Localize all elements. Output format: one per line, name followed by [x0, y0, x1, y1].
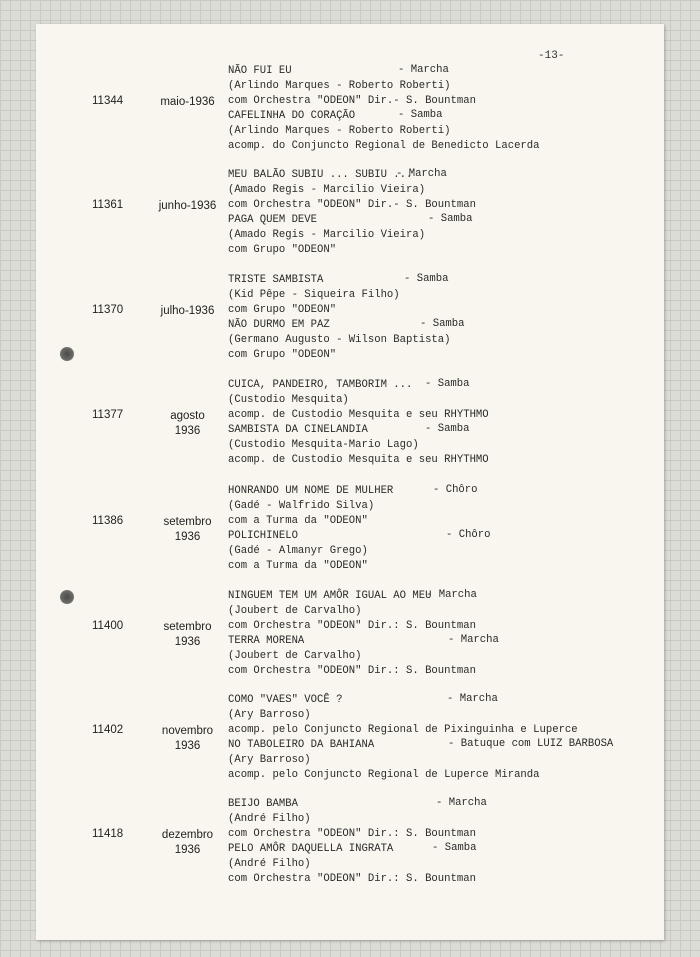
- release-year: 1936: [174, 740, 201, 752]
- catalog-number: 11361: [92, 199, 124, 211]
- song-credits: (Amado Regis - Marcilio Vieira): [228, 229, 426, 241]
- catalog-number: 11344: [92, 95, 124, 107]
- song-genre: - Samba: [425, 423, 470, 435]
- song-genre: - Marcha: [448, 634, 499, 646]
- song-accompaniment: acomp. de Custodio Mesquita e seu RHYTHMO: [228, 409, 489, 421]
- song-accompaniment: com Grupo "ODEON": [228, 304, 337, 316]
- document-page: [36, 24, 664, 940]
- punch-hole: [60, 347, 74, 361]
- punch-hole: [60, 590, 74, 604]
- song-credits: (Gadé - Walfrido Silva): [228, 500, 375, 512]
- song-credits: (Arlindo Marques - Roberto Roberti): [228, 80, 451, 92]
- song-genre: - Marcha: [426, 589, 477, 601]
- song-accompaniment: com Orchestra "ODEON" Dir.: S. Bountman: [228, 665, 476, 677]
- song-title: BEIJO BAMBA: [228, 798, 298, 810]
- song-genre: - Chôro: [433, 484, 478, 496]
- song-genre: - Samba: [428, 213, 473, 225]
- song-accompaniment: acomp. de Custodio Mesquita e seu RHYTHMO: [228, 454, 489, 466]
- release-date: agosto: [170, 410, 205, 422]
- page-number: -13-: [538, 50, 565, 62]
- release-year: 1936: [174, 425, 201, 437]
- song-credits: (Gadé - Almanyr Grego): [228, 545, 368, 557]
- release-date: maio-1936: [160, 96, 215, 108]
- song-accompaniment: com a Turma da "ODEON": [228, 560, 368, 572]
- song-genre: - Marcha: [398, 64, 449, 76]
- release-date: julho-1936: [160, 305, 215, 317]
- song-title: HONRANDO UM NOME DE MULHER: [228, 485, 394, 497]
- release-date: novembro: [161, 725, 214, 737]
- song-accompaniment: acomp. pelo Conjuncto Regional de Pixinguinha e Luperce: [228, 724, 578, 736]
- song-accompaniment: com Orchestra "ODEON" Dir.: S. Bountman: [228, 620, 476, 632]
- song-genre: - Samba: [432, 842, 477, 854]
- song-accompaniment: com Orchestra "ODEON" Dir.- S. Bountman: [228, 199, 476, 211]
- song-credits: (André Filho): [228, 858, 311, 870]
- song-title: COMO "VAES" VOCÊ ?: [228, 694, 343, 706]
- song-genre: - Marcha: [447, 693, 498, 705]
- song-credits: (André Filho): [228, 813, 311, 825]
- song-credits: (Custodio Mesquita-Mario Lago): [228, 439, 419, 451]
- song-genre: - Samba: [420, 318, 465, 330]
- song-credits: (Ary Barroso): [228, 754, 311, 766]
- song-genre: - Chôro: [446, 529, 491, 541]
- song-credits: (Joubert de Carvalho): [228, 650, 362, 662]
- catalog-number: 11377: [92, 409, 124, 421]
- song-title: TRISTE SAMBISTA: [228, 274, 324, 286]
- release-date: dezembro: [161, 829, 214, 841]
- song-title: SAMBISTA DA CINELANDIA: [228, 424, 368, 436]
- song-accompaniment: acomp. do Conjuncto Regional de Benedicto Lacerda: [228, 140, 540, 152]
- song-credits: (Amado Regis - Marcilio Vieira): [228, 184, 426, 196]
- song-accompaniment: com Grupo "ODEON": [228, 244, 337, 256]
- song-accompaniment: com Orchestra "ODEON" Dir.: S. Bountman: [228, 828, 476, 840]
- song-credits: (Kid Pêpe - Siqueira Filho): [228, 289, 400, 301]
- song-title: TERRA MORENA: [228, 635, 305, 647]
- release-date: setembro: [163, 621, 212, 633]
- release-year: 1936: [174, 844, 201, 856]
- song-credits: (Ary Barroso): [228, 709, 311, 721]
- song-title: CAFELINHA DO CORAÇÃO: [228, 110, 356, 122]
- song-accompaniment: com Grupo "ODEON": [228, 349, 337, 361]
- song-title: CUICA, PANDEIRO, TAMBORIM ...: [228, 379, 413, 391]
- release-date: setembro: [163, 516, 212, 528]
- song-title: NÃO DURMO EM PAZ: [228, 319, 330, 331]
- catalog-number: 11386: [92, 515, 124, 527]
- catalog-number: 11418: [92, 828, 124, 840]
- catalog-number: 11370: [92, 304, 124, 316]
- song-accompaniment: com Orchestra "ODEON" Dir.: S. Bountman: [228, 873, 476, 885]
- song-title: MEU BALÃO SUBIU ... SUBIU ...: [228, 169, 413, 181]
- song-title: NINGUEM TEM UM AMÔR IGUAL AO MEU: [228, 590, 432, 602]
- song-accompaniment: com a Turma da "ODEON": [228, 515, 368, 527]
- song-credits: (Joubert de Carvalho): [228, 605, 362, 617]
- song-genre: - Samba: [404, 273, 449, 285]
- release-year: 1936: [174, 531, 201, 543]
- song-credits: (Germano Augusto - Wilson Baptista): [228, 334, 451, 346]
- catalog-number: 11400: [92, 620, 124, 632]
- song-genre: - Marcha: [396, 168, 447, 180]
- song-credits: (Arlindo Marques - Roberto Roberti): [228, 125, 451, 137]
- song-title: NO TABOLEIRO DA BAHIANA: [228, 739, 375, 751]
- release-date: junho-1936: [158, 200, 217, 212]
- release-year: 1936: [174, 636, 201, 648]
- song-credits: (Custodio Mesquita): [228, 394, 349, 406]
- song-genre: - Marcha: [436, 797, 487, 809]
- song-accompaniment: com Orchestra "ODEON" Dir.- S. Bountman: [228, 95, 476, 107]
- song-genre: - Batuque com LUIZ BARBOSA: [448, 738, 614, 750]
- catalog-number: 11402: [92, 724, 124, 736]
- song-title: PELO AMÔR DAQUELLA INGRATA: [228, 843, 394, 855]
- song-title: POLICHINELO: [228, 530, 298, 542]
- song-title: PAGA QUEM DEVE: [228, 214, 318, 226]
- song-genre: - Samba: [398, 109, 443, 121]
- song-title: NÃO FUI EU: [228, 65, 292, 77]
- song-accompaniment: acomp. pelo Conjuncto Regional de Luperce Miranda: [228, 769, 540, 781]
- song-genre: - Samba: [425, 378, 470, 390]
